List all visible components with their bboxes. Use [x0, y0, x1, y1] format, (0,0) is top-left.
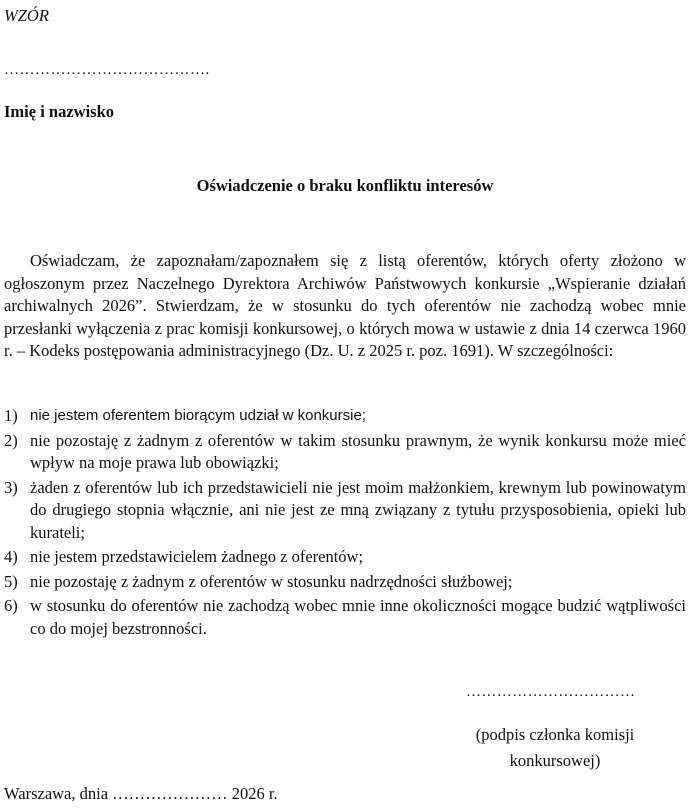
- list-item-text: nie pozostaję z żadnym z oferentów w takim stosunku prawnym, że wynik konkursu może mieć wpływ na moje prawa lub obowiązki;: [30, 430, 686, 472]
- list-item-number: 2): [4, 430, 18, 450]
- list-item: [4, 595, 686, 640]
- list-item-text: nie jestem oferentem biorącym udział w konkursie;: [30, 407, 366, 424]
- list-item-number: 5): [4, 571, 18, 591]
- list-item-number: 3): [4, 477, 18, 497]
- list-item: [4, 571, 686, 594]
- template-mark: WZÓR: [4, 6, 49, 25]
- list-item-text: żaden z oferentów lub ich przedstawicieli nie jest moim małżonkiem, krewnym lub powinowatym do drugiego stopnia włącznie, ani nie jest ze mną związany z tytułu przysposobienia, opieki lub kurateli;: [30, 477, 686, 542]
- list-item: [4, 430, 686, 475]
- list-item-number: 6): [4, 596, 18, 615]
- list-item-text: nie jestem przedstawicielem żadnego z oferentów;: [30, 547, 364, 566]
- list-item: [4, 546, 686, 569]
- name-label: Imię i nazwisko: [4, 102, 115, 121]
- signature-label: [440, 722, 670, 774]
- name-placeholder-dots: ………………………………….: [4, 62, 210, 78]
- intro-paragraph: Oświadczam, że zapoznałam/zapoznałem się z listą oferentów, których oferty złożono w ogłoszonym przez Naczelnego Dyrektora Archiwów Państwowych konkursie „Wspieranie działań archiwalnych 2026”. Stwierdzam, że w stosunku do tych oferentów nie zachodzą wobec mnie przesłanki wyłączenia z prac komisji konkursowej, o których mowa w ustawie z dnia 14 czerwca 1960 r. – Kodeks postępowania administracyjnego (Dz. U. z 2025 r. poz. 1691). W szczególności:: [4, 251, 686, 360]
- signature-label-line2: konkursowej): [509, 751, 601, 770]
- declaration-list: [4, 405, 686, 642]
- list-item-text: nie pozostaję z żadnym z oferentów w stosunku nadrzędności służbowej;: [30, 571, 513, 591]
- signature-dots: ……………………………: [466, 684, 636, 700]
- list-item: [4, 405, 686, 428]
- list-item-text: w stosunku do oferentów nie zachodzą wobec mnie inne okoliczności mogące budzić wątpliwości co do mojej bezstronności.: [30, 596, 686, 638]
- list-item-number: 1): [4, 406, 18, 425]
- place-date-line: Warszawa, dnia ………………… 2026 r.: [4, 784, 278, 803]
- document-title: Oświadczenie o braku konfliktu interesów: [196, 176, 494, 195]
- list-item-number: 4): [4, 547, 18, 566]
- list-item: [4, 477, 686, 545]
- signature-label-line1: (podpis członka komisji: [475, 725, 635, 744]
